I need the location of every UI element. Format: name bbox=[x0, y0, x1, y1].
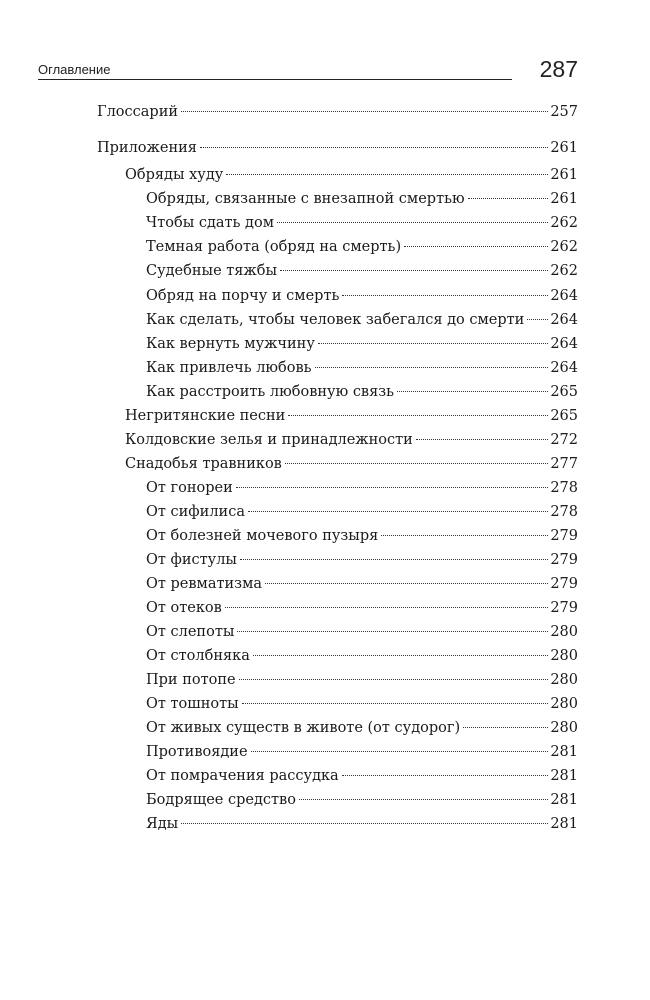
dot-leader bbox=[342, 775, 549, 776]
toc-entry bbox=[146, 692, 578, 716]
toc-entry-page: 261 bbox=[550, 191, 578, 207]
toc-entry-title: Снадобья травников bbox=[125, 456, 282, 472]
dot-leader bbox=[463, 727, 548, 728]
toc-entry-title: От фистулы bbox=[146, 552, 237, 568]
toc-entry-page: 280 bbox=[550, 624, 578, 640]
toc-entry-title: Колдовские зелья и принадлежности bbox=[125, 432, 413, 448]
toc-entry-title: Приложения bbox=[97, 140, 197, 156]
dot-leader bbox=[237, 631, 548, 632]
toc-entry bbox=[146, 235, 578, 259]
toc-entry bbox=[146, 332, 578, 356]
toc-entry bbox=[146, 644, 578, 668]
toc-entry bbox=[146, 524, 578, 548]
toc-entry-title: Обряды худу bbox=[125, 167, 224, 183]
toc-entry bbox=[125, 428, 578, 452]
toc-entry-title: От столбняка bbox=[146, 648, 250, 664]
toc-entry-page: 262 bbox=[550, 215, 578, 231]
toc-entry-page: 280 bbox=[550, 672, 578, 688]
toc-entry-page: 278 bbox=[550, 504, 578, 520]
toc-entry-page: 261 bbox=[550, 140, 578, 156]
toc-entry-page: 264 bbox=[550, 336, 578, 352]
toc-entry-page: 281 bbox=[550, 792, 578, 808]
dot-leader bbox=[181, 111, 548, 112]
running-head-title: Оглавление bbox=[38, 62, 111, 77]
toc-entry bbox=[146, 211, 578, 235]
toc-entry bbox=[146, 788, 578, 812]
toc-entry bbox=[146, 380, 578, 404]
toc-entry-title: Как вернуть мужчину bbox=[146, 336, 315, 352]
toc-entry-title: От живых существ в животе (от судорог) bbox=[146, 720, 461, 736]
dot-leader bbox=[315, 367, 549, 368]
toc-entry-title: Негритянские песни bbox=[125, 408, 286, 424]
toc-entry-page: 262 bbox=[550, 263, 578, 279]
dot-leader bbox=[280, 270, 548, 271]
dot-leader bbox=[416, 439, 548, 440]
dot-leader bbox=[397, 391, 548, 392]
dot-leader bbox=[288, 415, 548, 416]
toc-entry-page: 264 bbox=[550, 312, 578, 328]
toc-entry-title: От ревматизма bbox=[146, 576, 262, 592]
toc-entry-page: 265 bbox=[550, 384, 578, 400]
toc-entry-title: От тошноты bbox=[146, 696, 239, 712]
dot-leader bbox=[251, 751, 549, 752]
dot-leader bbox=[404, 246, 548, 247]
toc-entry-title: Противоядие bbox=[146, 744, 248, 760]
toc-entry-page: 265 bbox=[550, 408, 578, 424]
toc-entry bbox=[125, 163, 578, 187]
toc-entry bbox=[146, 500, 578, 524]
toc-entry-page: 281 bbox=[550, 768, 578, 784]
dot-leader bbox=[342, 295, 548, 296]
toc-entry-title: Как привлечь любовь bbox=[146, 360, 312, 376]
dot-leader bbox=[248, 511, 548, 512]
toc-entry-page: 279 bbox=[550, 576, 578, 592]
dot-leader bbox=[242, 703, 549, 704]
toc-entry-page: 264 bbox=[550, 360, 578, 376]
dot-leader bbox=[265, 583, 548, 584]
toc-entry-title: От помрачения рассудка bbox=[146, 768, 339, 784]
toc-entry bbox=[146, 668, 578, 692]
toc-entry-title: Как сделать, чтобы человек забегался до смерти bbox=[146, 312, 525, 328]
toc-entry bbox=[146, 476, 578, 500]
toc-entry bbox=[146, 812, 578, 836]
toc-entry bbox=[146, 259, 578, 283]
toc-entry bbox=[146, 740, 578, 764]
toc-entry bbox=[146, 284, 578, 308]
toc-entry-title: Обряд на порчу и смерть bbox=[146, 288, 340, 304]
toc-entry-page: 280 bbox=[550, 720, 578, 736]
toc-entry-title: От слепоты bbox=[146, 624, 235, 640]
header-rule bbox=[38, 79, 512, 80]
toc-entry bbox=[146, 716, 578, 740]
toc-entry-page: 280 bbox=[550, 696, 578, 712]
dot-leader bbox=[253, 655, 548, 656]
toc-entry-title: Яды bbox=[146, 816, 179, 832]
toc-entry bbox=[97, 100, 578, 124]
toc-entry bbox=[146, 548, 578, 572]
dot-leader bbox=[277, 222, 548, 223]
toc-entry bbox=[125, 404, 578, 428]
dot-leader bbox=[226, 174, 548, 175]
dot-leader bbox=[181, 823, 548, 824]
dot-leader bbox=[527, 319, 548, 320]
toc-entry-page: 279 bbox=[550, 552, 578, 568]
toc-entry bbox=[146, 308, 578, 332]
toc-entry-title: От болезней мочевого пузыря bbox=[146, 528, 379, 544]
toc-entry-page: 264 bbox=[550, 288, 578, 304]
toc-entry bbox=[146, 356, 578, 380]
toc-entry-page: 278 bbox=[550, 480, 578, 496]
toc-entry-title: Судебные тяжбы bbox=[146, 263, 278, 279]
toc-entry bbox=[146, 764, 578, 788]
toc-entry-title: При потопе bbox=[146, 672, 236, 688]
toc-entry-page: 281 bbox=[550, 816, 578, 832]
toc-entry-title: Темная работа (обряд на смерть) bbox=[146, 239, 402, 255]
toc-entry bbox=[146, 596, 578, 620]
dot-leader bbox=[200, 147, 548, 148]
toc-entry bbox=[146, 572, 578, 596]
toc-entry bbox=[146, 620, 578, 644]
toc-entry-page: 281 bbox=[550, 744, 578, 760]
dot-leader bbox=[239, 679, 549, 680]
toc-entry-title: От сифилиса bbox=[146, 504, 245, 520]
toc-entry-page: 272 bbox=[550, 432, 578, 448]
toc-entry-title: Обряды, связанные с внезапной смертью bbox=[146, 191, 465, 207]
toc-entry-title: От отеков bbox=[146, 600, 222, 616]
toc-entry-page: 280 bbox=[550, 648, 578, 664]
toc-entry-page: 262 bbox=[550, 239, 578, 255]
toc-entry bbox=[146, 187, 578, 211]
toc-entry-page: 279 bbox=[550, 600, 578, 616]
dot-leader bbox=[240, 559, 548, 560]
toc-entry-title: От гонореи bbox=[146, 480, 233, 496]
dot-leader bbox=[468, 198, 549, 199]
toc-entry-title: Как расстроить любовную связь bbox=[146, 384, 395, 400]
toc-entry-page: 257 bbox=[550, 104, 578, 120]
toc-entry bbox=[125, 452, 578, 476]
toc-entry-page: 261 bbox=[550, 167, 578, 183]
dot-leader bbox=[285, 463, 548, 464]
dot-leader bbox=[318, 343, 548, 344]
page-number: 287 bbox=[539, 56, 578, 82]
toc-entry-page: 279 bbox=[550, 528, 578, 544]
dot-leader bbox=[236, 487, 549, 488]
toc-entry-title: Чтобы сдать дом bbox=[146, 215, 274, 231]
dot-leader bbox=[225, 607, 549, 608]
toc-entry-page: 277 bbox=[550, 456, 578, 472]
dot-leader bbox=[381, 535, 548, 536]
toc-entry-title: Глоссарий bbox=[97, 104, 179, 120]
dot-leader bbox=[299, 799, 548, 800]
toc-entry bbox=[97, 136, 578, 160]
toc-entry-title: Бодрящее средство bbox=[146, 792, 296, 808]
